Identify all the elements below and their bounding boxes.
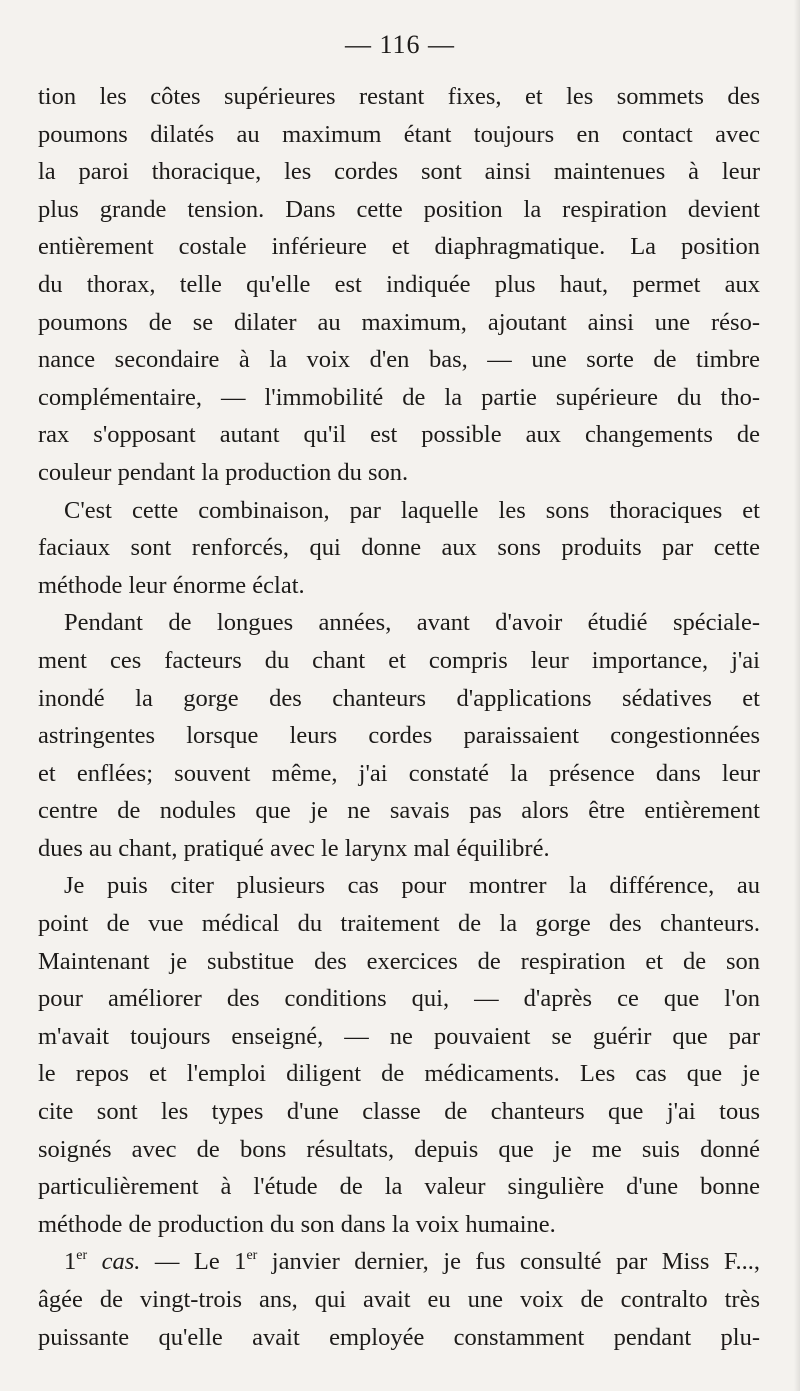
- page-edge-shadow: [794, 0, 800, 1391]
- date-superscript: er: [246, 1248, 258, 1264]
- text-line: faciaux sont renforcés, qui donne aux sons produits par cette: [38, 534, 760, 562]
- paragraph-1: [38, 78, 760, 492]
- text-line: Maintenant je substitue des exercices de respiration et de son: [38, 947, 760, 975]
- text-line: ment ces facteurs du chant et compris leur importance, j'ai: [38, 646, 760, 674]
- text-line: poumons de se dilater au maximum, ajoutant ainsi une réso-: [38, 308, 760, 336]
- text-line: méthode leur énorme éclat.: [38, 571, 305, 599]
- text-line: m'avait toujours enseigné, — ne pouvaient se guérir que par: [38, 1022, 760, 1050]
- body-text: [38, 78, 760, 1356]
- text-line: pour améliorer des conditions qui, — d'après ce que l'on: [38, 985, 760, 1013]
- text-line: la paroi thoracique, les cordes sont ainsi maintenues à leur: [38, 158, 760, 186]
- text-line: particulièrement à l'étude de la valeur singulière d'une bonne: [38, 1173, 760, 1201]
- case-number: 1: [64, 1248, 77, 1276]
- text-line: dues au chant, pratiqué avec le larynx mal équilibré.: [38, 834, 550, 862]
- case-number-superscript: er: [76, 1248, 88, 1264]
- text-line: entièrement costale inférieure et diaphragmatique. La position: [38, 233, 760, 261]
- text-line: Je puis citer plusieurs cas pour montrer la différence, au: [64, 872, 760, 900]
- text-line: méthode de production du son dans la voix humaine.: [38, 1210, 556, 1238]
- text-line: inondé la gorge des chanteurs d'applications sédatives et: [38, 684, 760, 712]
- text-line: nance secondaire à la voix d'en bas, — une sorte de timbre: [38, 346, 760, 374]
- text-line: poumons dilatés au maximum étant toujours en contact avec: [38, 120, 760, 148]
- text-line: et enflées; souvent même, j'ai constaté la présence dans leur: [38, 759, 760, 787]
- case-text-b: janvier dernier, je fus consulté par Miss F...,: [257, 1248, 761, 1276]
- text-line: puissante qu'elle avait employée constamment pendant plu-: [38, 1323, 760, 1351]
- text-line: le repos et l'emploi diligent de médicaments. Les cas que je: [38, 1060, 760, 1088]
- text-line: couleur pendant la production du son.: [38, 458, 409, 486]
- case-heading-line: [38, 1243, 760, 1281]
- text-line: cite sont les types d'une classe de chanteurs que j'ai tous: [38, 1098, 760, 1126]
- paragraph-5: [38, 1243, 760, 1356]
- text-line: centre de nodules que je ne savais pas alors être entièrement: [38, 797, 760, 825]
- text-line: complémentaire, — l'immobilité de la partie supérieure du tho-: [38, 383, 760, 411]
- text-line: soignés avec de bons résultats, depuis que je me suis donné: [38, 1135, 760, 1163]
- paragraph-4: [38, 867, 760, 1243]
- text-line: Pendant de longues années, avant d'avoir étudié spéciale-: [64, 609, 760, 637]
- case-text-a: — Le 1: [140, 1248, 247, 1276]
- text-line: rax s'opposant autant qu'il est possible aux changements de: [38, 421, 760, 449]
- text-line: point de vue médical du traitement de la gorge des chanteurs.: [38, 910, 760, 938]
- page-number: — 116 —: [344, 30, 456, 59]
- text-line: tion les côtes supérieures restant fixes, et les sommets des: [38, 83, 760, 110]
- paragraph-3: [38, 604, 760, 867]
- text-line: plus grande tension. Dans cette position la respiration devient: [38, 195, 760, 223]
- text-line: astringentes lorsque leurs cordes paraissaient congestionnées: [38, 722, 760, 750]
- text-line: du thorax, telle qu'elle est indiquée plus haut, permet aux: [38, 270, 760, 298]
- text-line: C'est cette combinaison, par laquelle les sons thoraciques et: [64, 496, 760, 524]
- paragraph-2: [38, 492, 760, 605]
- text-line: âgée de vingt-trois ans, qui avait eu une voix de contralto très: [38, 1286, 760, 1313]
- case-label: cas.: [101, 1248, 141, 1276]
